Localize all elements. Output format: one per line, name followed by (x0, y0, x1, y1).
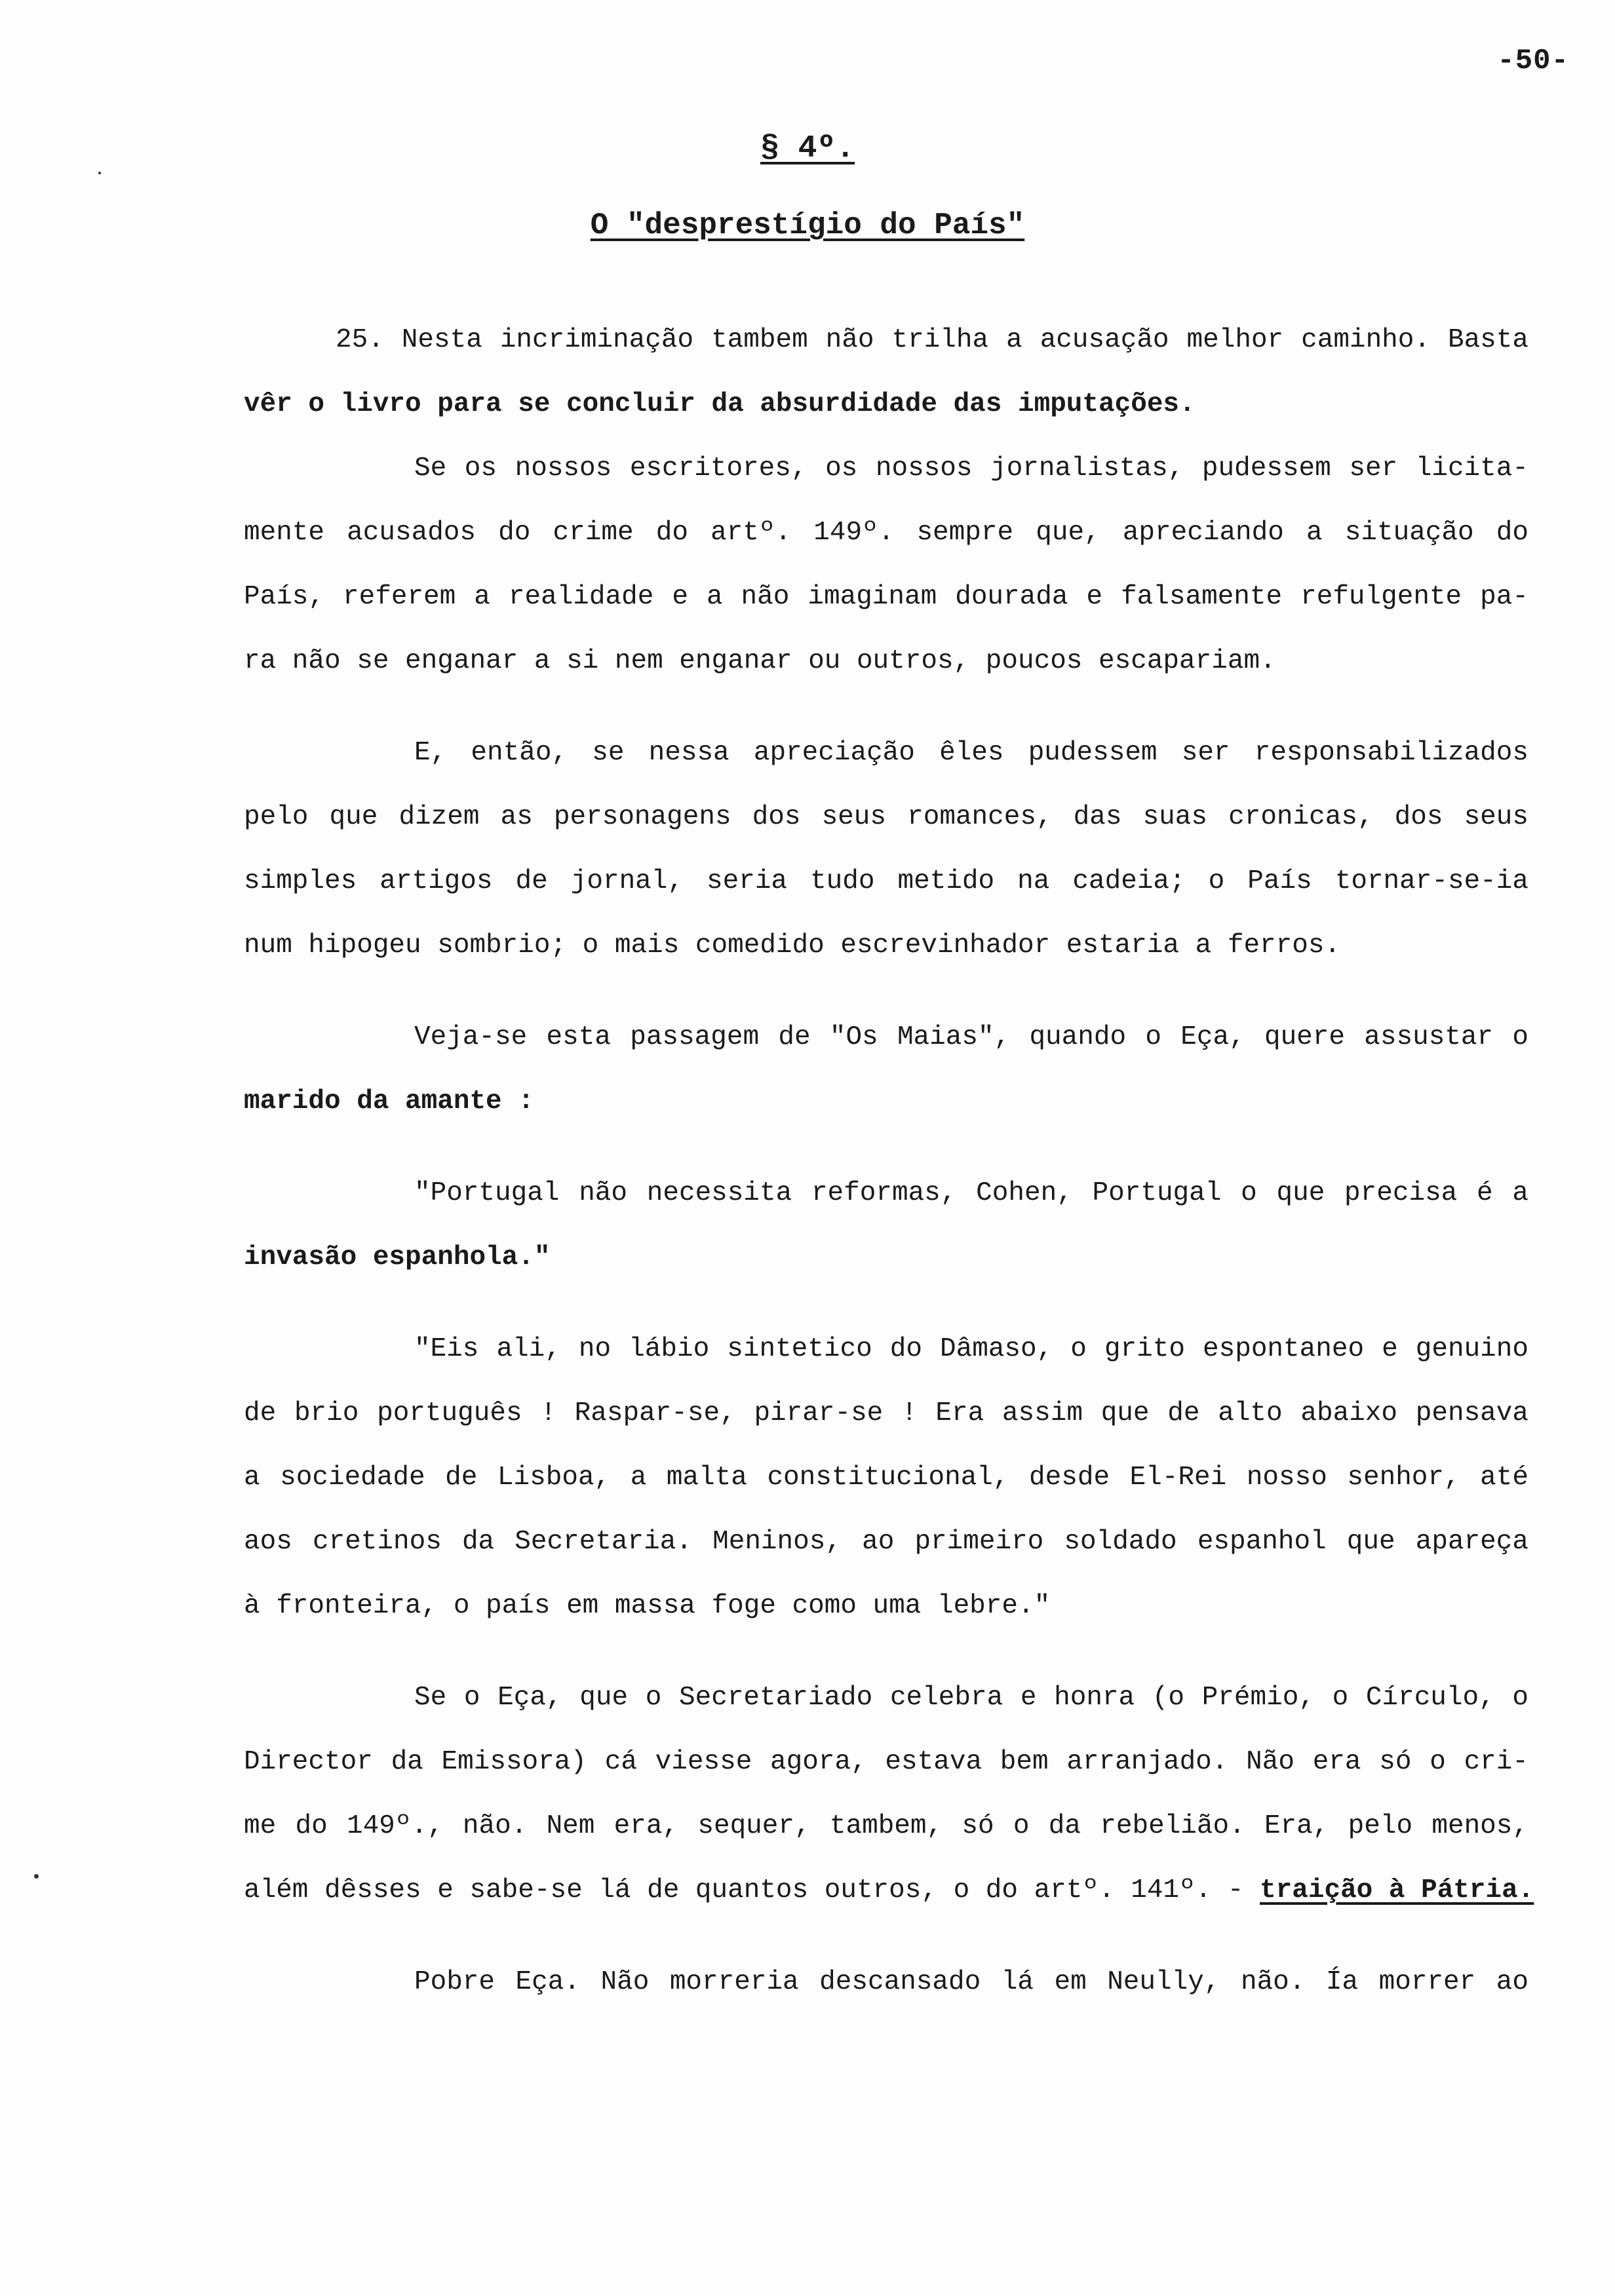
text-line: num hipogeu sombrio; o mais comedido escrevinhador estaria a ferros. (244, 930, 1341, 961)
page-number: -50- (1497, 45, 1569, 77)
text-line: "Portugal não necessita reformas, Cohen, Portugal o que precisa é a (414, 1178, 1528, 1208)
text-line: Se os nossos escritores, os nossos jornalistas, pudessem ser licita- (414, 453, 1528, 484)
text-line: ra não se enganar a si nem enganar ou outros, poucos escapariam. (244, 646, 1276, 676)
text-line: a sociedade de Lisboa, a malta constitucional, desde El-Rei nosso senhor, até (244, 1463, 1528, 1493)
section-mark-text: § 4º. (760, 131, 855, 166)
text-line: Pobre Eça. Não morreria descansado lá em Neully, não. Ía morrer ao (414, 1967, 1528, 1997)
text-line: além dêsses e sabe-se lá de quantos outros, o do artº. 141º. - (244, 1875, 1244, 1905)
text-line: invasão espanhola." (244, 1242, 551, 1272)
section-mark (0, 131, 1615, 166)
text-line: Se o Eça, que o Secretariado celebra e honra (o Prémio, o Círculo, o (414, 1683, 1528, 1713)
text-line: marido da amante : (244, 1086, 534, 1117)
text-line: me do 149º., não. Nem era, sequer, tambem, só o da rebelião. Era, pelo menos, (244, 1811, 1528, 1841)
stray-mark (98, 172, 101, 174)
text-line: 25. Nesta incriminação tambem não trilha a acusação melhor caminho. Basta (336, 325, 1528, 355)
text-line: Director da Emissora) cá viesse agora, estava bem arranjado. Não era só o cri- (244, 1747, 1528, 1777)
text-line: de brio português ! Raspar-se, pirar-se ! Era assim que de alto abaixo pensava (244, 1398, 1528, 1428)
text-line: E, então, se nessa apreciação êles pudessem ser responsabilizados (414, 738, 1528, 768)
section-title (0, 208, 1615, 242)
paragraph-2 (244, 436, 1528, 693)
paragraph-4 (244, 1005, 1528, 1134)
text-line: à fronteira, o país em massa foge como uma lebre." (244, 1591, 1051, 1621)
text-line: aos cretinos da Secretaria. Meninos, ao primeiro soldado espanhol que apareça (244, 1527, 1528, 1557)
section-title-text: O "desprestígio do País" (590, 208, 1025, 242)
text-line: simples artigos de jornal, seria tudo metido na cadeia; o País tornar-se-ia (244, 866, 1528, 896)
paragraph-1 (244, 308, 1528, 436)
text-line: vêr o livro para se concluir da absurdidade das imputações. (244, 389, 1196, 419)
paragraph-3 (244, 721, 1528, 978)
text-line: pelo que dizem as personagens dos seus romances, das suas cronicas, dos seus (244, 802, 1528, 832)
text-line: País, referem a realidade e a não imaginam dourada e falsamente refulgente pa- (244, 582, 1528, 612)
text-line: "Eis ali, no lábio sintetico do Dâmaso, o grito espontaneo e genuino (414, 1334, 1528, 1364)
paragraph-5-quote (244, 1161, 1528, 1290)
paragraph-7 (244, 1666, 1534, 1923)
text-line-with-emphasis (244, 1858, 1534, 1923)
body-text (244, 308, 1534, 2014)
paragraph-8 (244, 1950, 1528, 2014)
emphasis-phrase: traição à Pátria. (1260, 1875, 1534, 1905)
text-line: mente acusados do crime do artº. 149º. sempre que, apreciando a situação do (244, 518, 1528, 548)
paragraph-6-quote (244, 1317, 1528, 1638)
stray-mark (34, 1874, 39, 1879)
text-line: Veja-se esta passagem de "Os Maias", quando o Eça, quere assustar o (414, 1022, 1528, 1052)
